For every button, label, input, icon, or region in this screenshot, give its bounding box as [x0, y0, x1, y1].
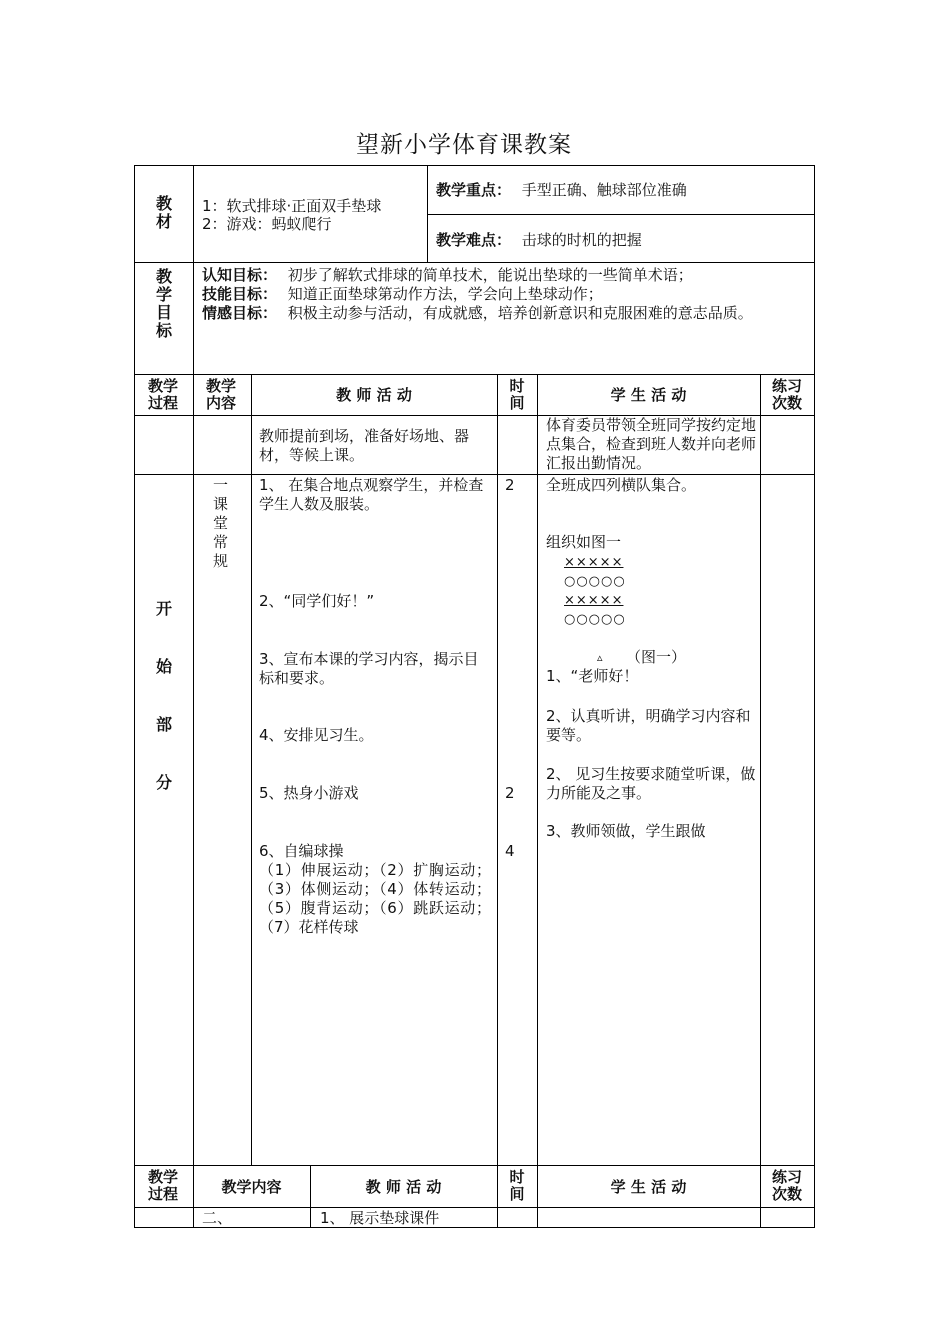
header2-teacher: 教 师 活 动	[365, 1178, 442, 1196]
divider	[193, 374, 194, 1165]
page-title: 望新小学体育课教案	[356, 132, 572, 158]
divider	[497, 374, 498, 1228]
lesson-table	[134, 165, 815, 1228]
goal-emotion-text: 积极主动参与活动，有成就感，培养创新意识和克服困难的意志品质。	[287, 304, 753, 322]
difficulty-text: 击球的时机的把握	[521, 231, 642, 249]
divider	[134, 374, 815, 375]
pre-class-teacher: 教师提前到场，准备好场地、器材，等候上课。	[259, 427, 470, 464]
student-item-1: 1、“老师好！	[546, 667, 639, 685]
pre-class-student: 体育委员带领全班同学按约定地点集合，检查到班人数并向老师汇报出勤情况。	[546, 416, 757, 472]
figure-caption: （图一）	[626, 648, 687, 666]
student-item-3: 2、 见习生按要求随堂听课，做力所能及之事。	[546, 765, 756, 802]
time-1: 2	[505, 476, 515, 494]
start-char-3: 部	[155, 715, 172, 734]
divider	[134, 1165, 815, 1166]
difficulty	[436, 231, 642, 250]
material-label: 教 材	[155, 194, 172, 231]
student-org: 组织如图一	[546, 533, 622, 551]
formation-row-3: ×××××	[564, 593, 624, 608]
key-point-text: 手型正确、触球部位准确	[521, 181, 687, 199]
divider	[134, 474, 815, 475]
start-char-1: 开	[155, 599, 172, 618]
header-content: 教学内容	[205, 377, 236, 412]
header-time: 时间	[509, 377, 525, 412]
start-char-4: 分	[155, 773, 172, 792]
teacher-item-4: 4、安排见习生。	[259, 726, 374, 744]
goals-label: 教 学 目 标	[155, 267, 172, 340]
teacher-item-2: 2、“同学们好！”	[259, 592, 375, 610]
header2-content: 教学内容	[221, 1178, 282, 1196]
header2-student: 学 生 活 动	[610, 1178, 687, 1196]
key-point	[436, 181, 687, 200]
start-content: 一 课 堂 常 规	[213, 476, 229, 570]
second-teacher: 1、 展示垫球课件	[320, 1209, 440, 1227]
divider	[134, 1207, 815, 1208]
teacher-item-3: 3、宣布本课的学习内容，揭示目标和要求。	[259, 650, 479, 687]
second-content: 二、	[202, 1209, 233, 1227]
goal-cognitive-label: 认知目标：	[202, 266, 278, 284]
divider	[193, 1165, 194, 1228]
time-3: 4	[505, 842, 515, 860]
formation-row-1: ×××××	[564, 555, 624, 570]
header-student: 学 生 活 动	[610, 386, 687, 404]
header2-process: 教学过程	[147, 1168, 178, 1203]
goal-skill-label: 技能目标：	[202, 285, 278, 303]
time-2: 2	[505, 784, 515, 802]
formation-row-4: ○○○○○	[564, 612, 626, 627]
student-gather: 全班成四列横队集合。	[546, 476, 697, 494]
divider	[251, 374, 252, 1165]
teacher-item-1: 1、 在集合地点观察学生，并检查学生人数及服装。	[259, 476, 484, 513]
formation-row-2: ○○○○○	[564, 574, 626, 589]
teacher-item-5: 5、热身小游戏	[259, 784, 359, 802]
goal-cognitive	[202, 266, 810, 285]
key-point-label: 教学重点：	[436, 181, 512, 199]
goal-skill	[202, 285, 810, 304]
divider	[537, 374, 538, 1228]
teacher-item-6: 6、自编球操	[259, 842, 344, 860]
material-item-1: 1：软式排球·正面双手垫球	[202, 197, 382, 215]
divider	[310, 1165, 311, 1228]
header-process: 教学过程	[147, 377, 178, 412]
divider	[193, 262, 194, 374]
student-item-4: 3、教师领做，学生跟做	[546, 822, 706, 840]
teacher-item-6-detail: （1）伸展运动；（2）扩胸运动；（3）体侧运动；（4）体转运动；（5）腹背运动；（6）跳跃运动；（7）花样传球	[259, 861, 491, 936]
divider	[427, 214, 815, 215]
start-char-2: 始	[155, 657, 172, 676]
goal-emotion-label: 情感目标：	[202, 304, 278, 322]
header-practice: 练习次数	[771, 377, 802, 412]
header2-time: 时间	[509, 1168, 525, 1203]
divider	[760, 374, 761, 1228]
teacher-position-icon: ▵	[597, 651, 603, 664]
goal-cognitive-text: 初步了解软式排球的简单技术，能说出垫球的一些简单术语；	[287, 266, 693, 284]
student-item-2: 2、认真听讲，明确学习内容和要等。	[546, 707, 751, 744]
goal-skill-text: 知道正面垫球第动作方法，学会向上垫球动作；	[287, 285, 603, 303]
difficulty-label: 教学难点：	[436, 231, 512, 249]
divider	[193, 165, 194, 262]
goal-emotion	[202, 304, 810, 323]
header2-practice: 练习次数	[771, 1168, 802, 1203]
divider	[134, 262, 815, 263]
start-section-label	[154, 580, 174, 812]
material-item-2: 2：游戏：蚂蚁爬行	[202, 215, 332, 233]
header-teacher: 教 师 活 动	[336, 386, 412, 404]
